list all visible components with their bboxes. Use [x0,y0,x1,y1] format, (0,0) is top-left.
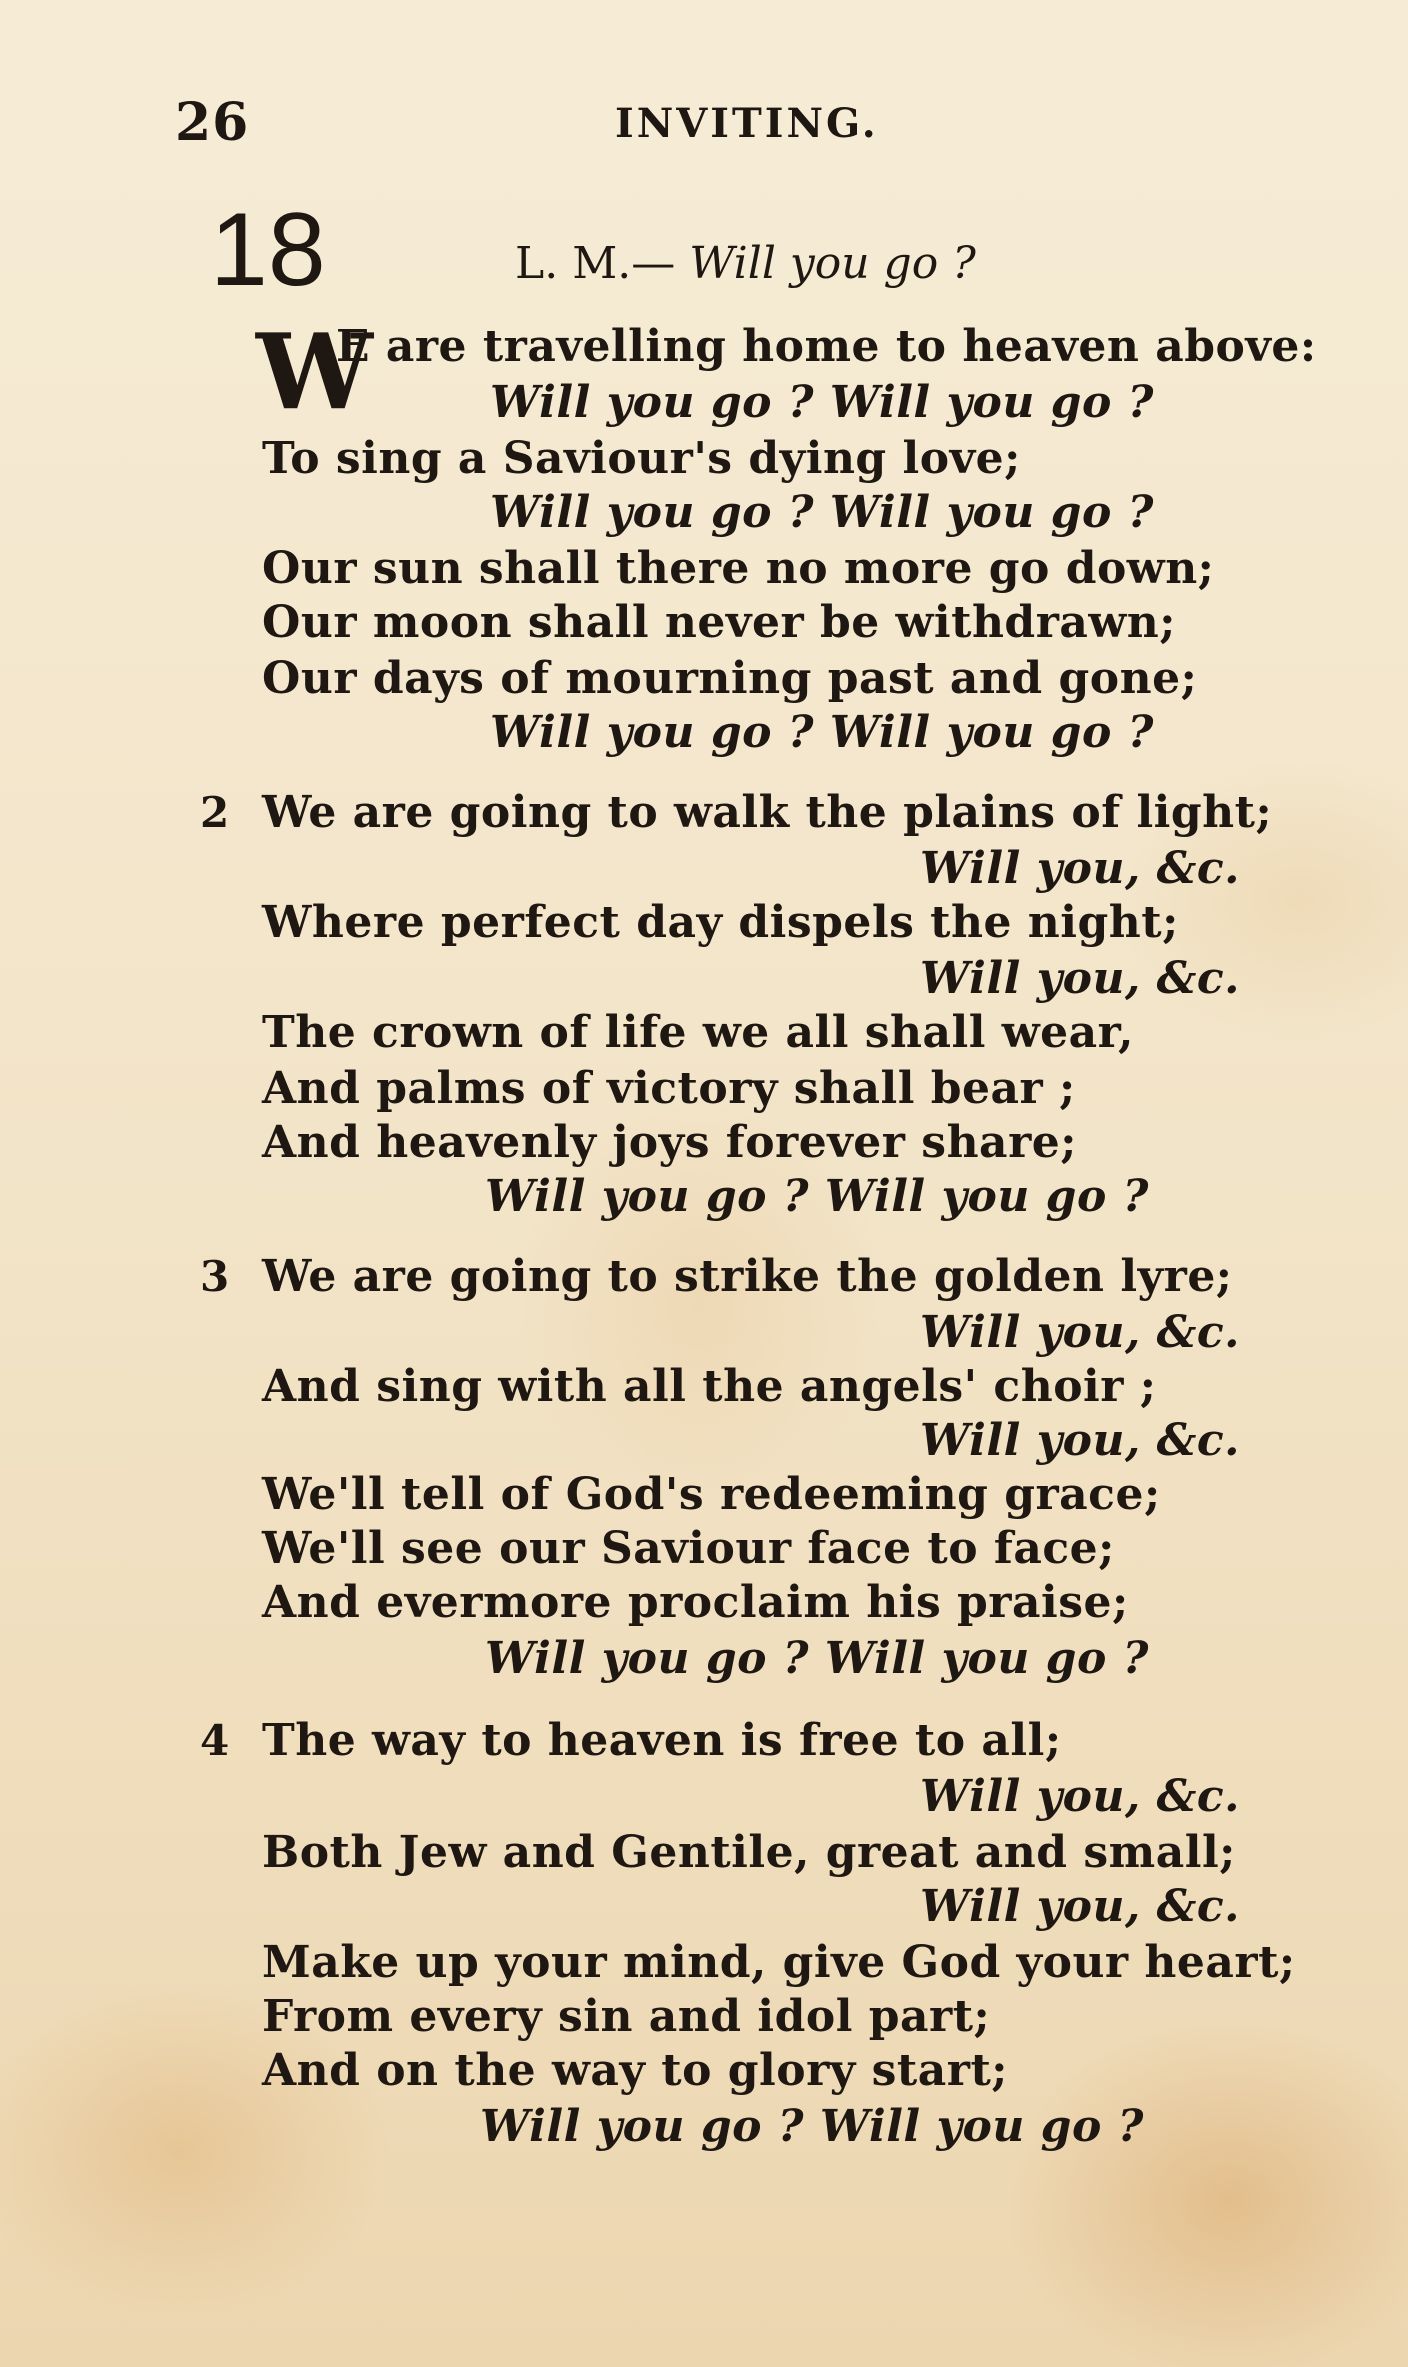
verse-line: The crown of life we all shall wear, [262,1007,1134,1058]
refrain-line: Will you go ? Will you go ? [480,2101,1144,2152]
verse-line: The way to heaven is free to all; [262,1715,1062,1766]
verse-line: And evermore proclaim his praise; [262,1577,1129,1628]
verse-line: E are travelling home to heaven above: [336,321,1317,372]
verse-line: Our sun shall there no more go down; [262,543,1215,594]
verse-line: We are going to strike the golden lyre; [262,1251,1233,1302]
refrain-line: Will you go ? Will you go ? [490,707,1154,758]
verse-line: We'll tell of God's redeeming grace; [262,1469,1161,1520]
page-number: 26 [175,92,250,153]
refrain-line: Will you, &c. [920,1771,1240,1822]
verse-line: Where perfect day dispels the night; [262,897,1179,948]
verse-line: Our moon shall never be withdrawn; [262,597,1176,648]
running-head: INVITING. [615,100,879,147]
meter-label: L. M.— [515,238,676,289]
refrain-line: Will you go ? Will you go ? [490,377,1154,428]
refrain-line: Will you, &c. [920,843,1240,894]
verse-line: To sing a Saviour's dying love; [262,433,1021,484]
verse-line: We are going to walk the plains of light; [262,787,1273,838]
verse-line: Our days of mourning past and gone; [262,653,1198,704]
verse-line: From every sin and idol part; [262,1991,991,2042]
verse-number: 3 [200,1252,230,1301]
drop-cap: W [256,310,373,433]
verse-line: And sing with all the angels' choir ; [262,1361,1157,1412]
tune-name: Will you go ? [689,238,976,289]
refrain-line: Will you, &c. [920,1881,1240,1932]
verse-line: We'll see our Saviour face to face; [262,1523,1115,1574]
refrain-line: Will you go ? Will you go ? [485,1171,1149,1222]
hymn-meter [515,238,976,289]
refrain-line: Will you, &c. [920,1307,1240,1358]
verse-number: 4 [200,1716,230,1765]
verse-line: And heavenly joys forever share; [262,1117,1077,1168]
verse-line: Make up your mind, give God your heart; [262,1937,1296,1988]
verse-line: Both Jew and Gentile, great and small; [262,1827,1236,1878]
refrain-line: Will you, &c. [920,1415,1240,1466]
refrain-line: Will you go ? Will you go ? [490,487,1154,538]
refrain-line: Will you, &c. [920,953,1240,1004]
verse-line: And palms of victory shall bear ; [262,1063,1076,1114]
verse-number: 2 [200,788,230,837]
refrain-line: Will you go ? Will you go ? [485,1633,1149,1684]
verse-line: And on the way to glory start; [262,2045,1009,2096]
page-header [175,92,1275,152]
hymn-number: 18 [210,192,326,308]
